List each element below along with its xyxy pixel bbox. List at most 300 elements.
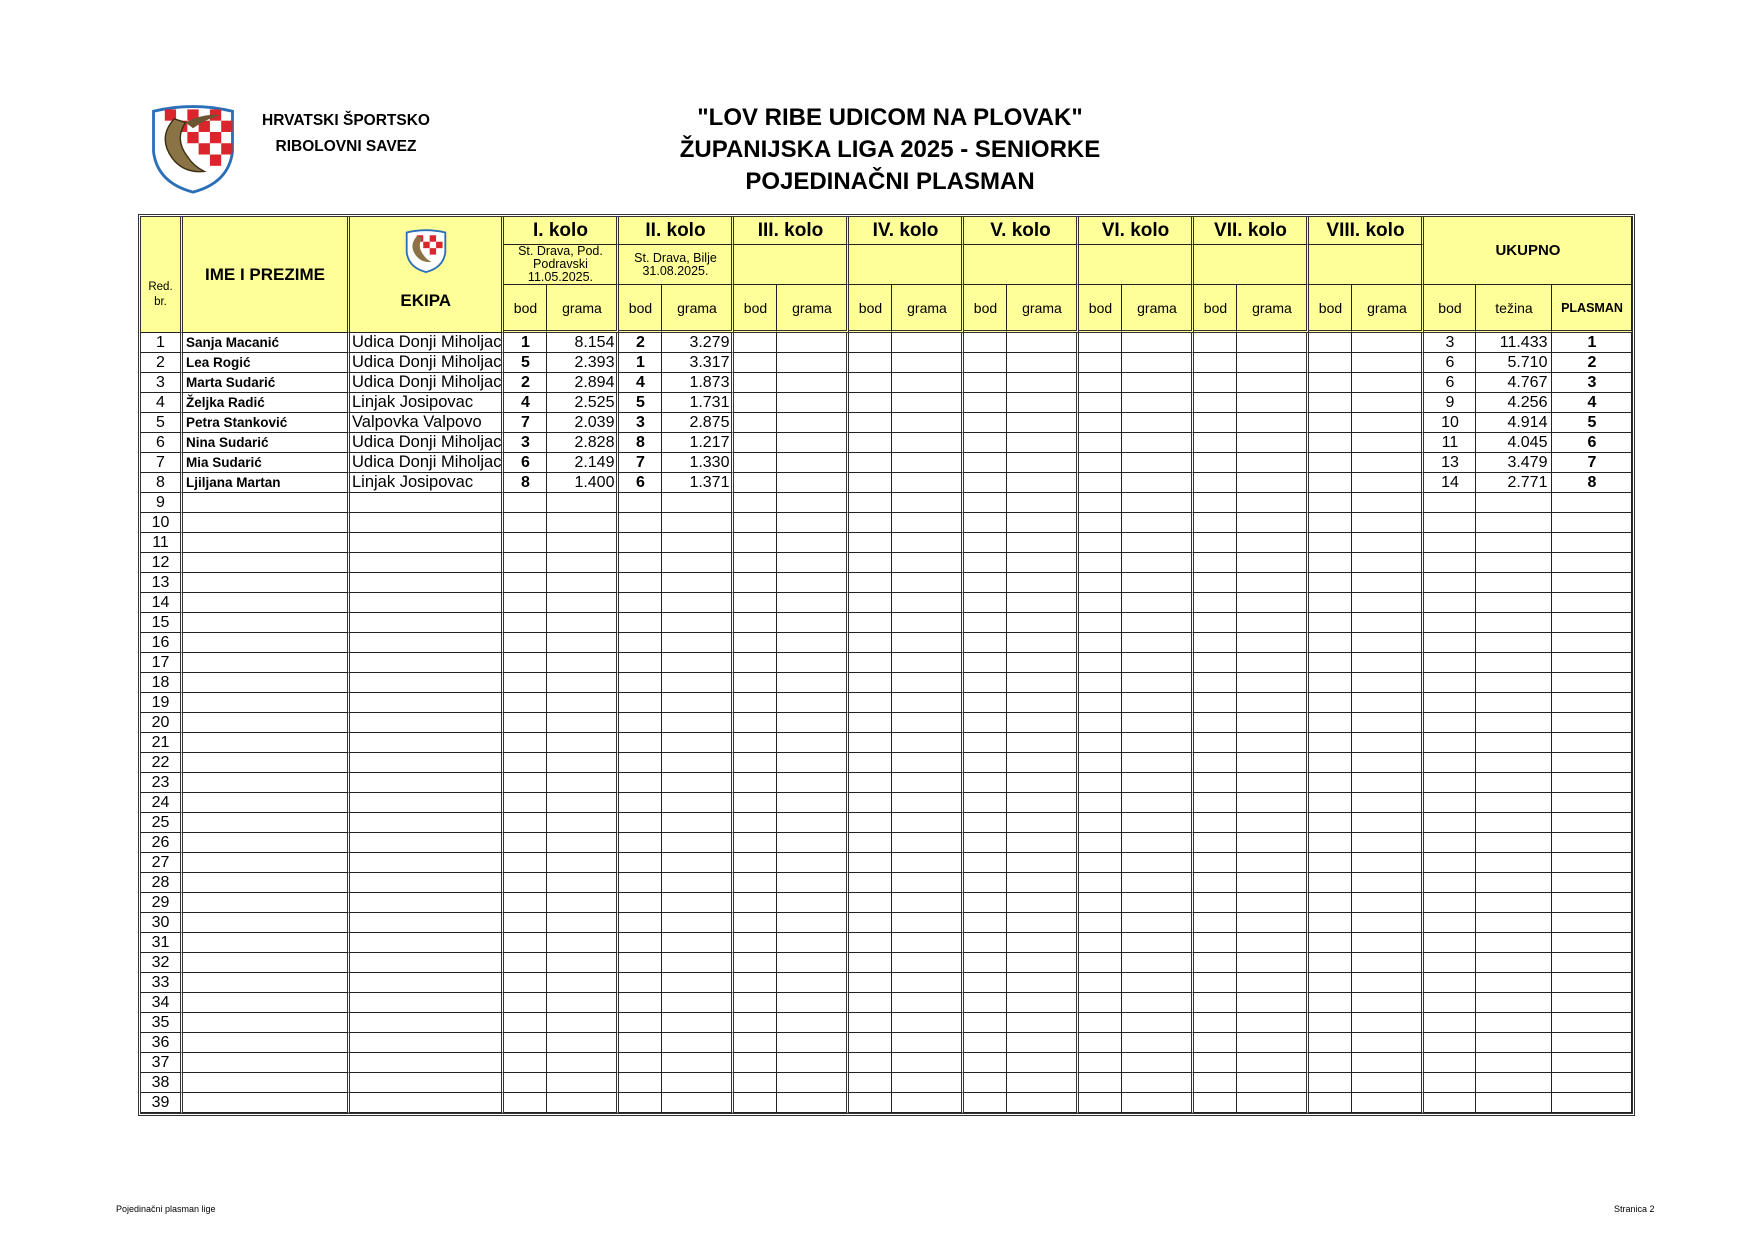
round-6-bod — [1079, 953, 1122, 973]
round-2-grama: 3.279 — [662, 333, 734, 353]
table-row — [141, 713, 1632, 733]
round-7-grama — [1237, 1033, 1309, 1053]
team-name — [350, 493, 504, 513]
row-number: 37 — [141, 1053, 183, 1073]
round-5-bod — [964, 353, 1007, 373]
round-4-grama-header: grama — [892, 285, 964, 333]
round-8-bod — [1309, 493, 1352, 513]
round-3-bod — [734, 733, 777, 753]
round-4-place — [849, 245, 964, 285]
round-3-bod-header: bod — [734, 285, 777, 333]
round-5-grama — [1007, 1053, 1079, 1073]
round-6-place — [1079, 245, 1194, 285]
round-8-bod — [1309, 393, 1352, 413]
round-4-bod — [849, 1093, 892, 1113]
round-1-grama — [547, 513, 619, 533]
plasman: 7 — [1552, 453, 1632, 473]
round-5-bod — [964, 1013, 1007, 1033]
round-2-grama — [662, 893, 734, 913]
round-3-grama-header: grama — [777, 285, 849, 333]
total-bod-header: bod — [1424, 285, 1476, 333]
round-8-grama — [1352, 933, 1424, 953]
table-row — [141, 333, 1632, 353]
round-8-grama — [1352, 553, 1424, 573]
row-number: 20 — [141, 713, 183, 733]
competitor-name: Sanja Macanić — [183, 333, 350, 353]
row-number: 21 — [141, 733, 183, 753]
competitor-name — [183, 593, 350, 613]
round-8-bod — [1309, 453, 1352, 473]
plasman — [1552, 853, 1632, 873]
round-8-grama-header: grama — [1352, 285, 1424, 333]
round-4-bod — [849, 933, 892, 953]
round-6-bod — [1079, 733, 1122, 753]
round-3-grama — [777, 1033, 849, 1053]
round-8-grama — [1352, 733, 1424, 753]
round-6-bod — [1079, 373, 1122, 393]
round-8-grama — [1352, 433, 1424, 453]
round-7-bod — [1194, 753, 1237, 773]
competitor-name — [183, 733, 350, 753]
round-6-bod — [1079, 633, 1122, 653]
round-5-bod — [964, 713, 1007, 733]
round-3-bod — [734, 493, 777, 513]
competitor-name: Marta Sudarić — [183, 373, 350, 393]
round-7-bod — [1194, 553, 1237, 573]
round-1-grama — [547, 973, 619, 993]
round-5-bod — [964, 533, 1007, 553]
round-7-grama — [1237, 753, 1309, 773]
round-4-bod — [849, 513, 892, 533]
round-6-grama — [1122, 1033, 1194, 1053]
round-3-grama — [777, 1053, 849, 1073]
round-7-grama — [1237, 613, 1309, 633]
row-number: 11 — [141, 533, 183, 553]
plasman — [1552, 613, 1632, 633]
total-bod: 14 — [1424, 473, 1476, 493]
round-3-grama — [777, 333, 849, 353]
team-name: Linjak Josipovac — [350, 393, 504, 413]
table-row — [141, 813, 1632, 833]
round-8-bod — [1309, 1033, 1352, 1053]
round-3-grama — [777, 493, 849, 513]
competitor-name — [183, 573, 350, 593]
round-5-grama — [1007, 433, 1079, 453]
round-7-grama — [1237, 933, 1309, 953]
round-1-grama — [547, 613, 619, 633]
round-2-bod: 1 — [619, 353, 662, 373]
round-8-grama — [1352, 613, 1424, 633]
round-7-grama — [1237, 873, 1309, 893]
round-3-grama — [777, 633, 849, 653]
organization-line-2: RIBOLOVNI SAVEZ — [275, 138, 417, 155]
round-8-bod — [1309, 1073, 1352, 1093]
round-6-grama — [1122, 933, 1194, 953]
competitor-name — [183, 713, 350, 733]
total-tezina: 4.256 — [1476, 393, 1552, 413]
plasman — [1552, 953, 1632, 973]
row-number: 19 — [141, 693, 183, 713]
team-name — [350, 933, 504, 953]
round-1-grama — [547, 493, 619, 513]
total-bod — [1424, 513, 1476, 533]
round-3-bod — [734, 953, 777, 973]
round-1-grama — [547, 653, 619, 673]
round-2-grama — [662, 513, 734, 533]
round-2-grama — [662, 573, 734, 593]
round-4-grama — [892, 373, 964, 393]
round-6-bod — [1079, 1053, 1122, 1073]
round-6-grama — [1122, 393, 1194, 413]
round-1-bod — [504, 1093, 547, 1113]
plasman — [1552, 553, 1632, 573]
round-1-grama — [547, 1053, 619, 1073]
round-8-grama — [1352, 413, 1424, 433]
table-row — [141, 893, 1632, 913]
total-tezina — [1476, 633, 1552, 653]
team-name — [350, 733, 504, 753]
row-number: 35 — [141, 1013, 183, 1033]
row-number: 28 — [141, 873, 183, 893]
round-1-bod — [504, 1073, 547, 1093]
round-5-bod — [964, 373, 1007, 393]
round-5-grama — [1007, 853, 1079, 873]
round-6-grama — [1122, 913, 1194, 933]
round-2-bod-header: bod — [619, 285, 662, 333]
total-tezina — [1476, 853, 1552, 873]
round-1-bod — [504, 733, 547, 753]
round-7-bod — [1194, 693, 1237, 713]
round-1-grama — [547, 813, 619, 833]
competitor-name — [183, 953, 350, 973]
round-6-grama — [1122, 373, 1194, 393]
round-5-place — [964, 245, 1079, 285]
total-tezina — [1476, 913, 1552, 933]
table-row — [141, 993, 1632, 1013]
round-2-bod — [619, 853, 662, 873]
round-7-grama — [1237, 573, 1309, 593]
round-5-grama — [1007, 873, 1079, 893]
team-name — [350, 793, 504, 813]
row-number: 3 — [141, 373, 183, 393]
round-8-grama — [1352, 633, 1424, 653]
round-3-grama — [777, 693, 849, 713]
round-1-bod — [504, 793, 547, 813]
round-7-grama — [1237, 1073, 1309, 1093]
round-4-grama — [892, 353, 964, 373]
round-3-bod — [734, 373, 777, 393]
round-8-grama — [1352, 993, 1424, 1013]
footer-page-number: Stranica 2 — [1614, 1204, 1655, 1214]
row-number: 25 — [141, 813, 183, 833]
table-row — [141, 513, 1632, 533]
round-3-bod — [734, 413, 777, 433]
total-bod — [1424, 933, 1476, 953]
round-5-grama — [1007, 713, 1079, 733]
team-name — [350, 713, 504, 733]
total-bod — [1424, 773, 1476, 793]
round-4-grama — [892, 553, 964, 573]
round-5-grama — [1007, 1033, 1079, 1053]
round-8-bod — [1309, 553, 1352, 573]
round-6-bod — [1079, 833, 1122, 853]
table-row — [141, 433, 1632, 453]
round-2-bod — [619, 713, 662, 733]
competitor-name: Lea Rogić — [183, 353, 350, 373]
team-name — [350, 553, 504, 573]
round-8-bod — [1309, 353, 1352, 373]
round-8-bod — [1309, 613, 1352, 633]
round-7-grama — [1237, 473, 1309, 493]
round-5-bod — [964, 1033, 1007, 1053]
round-7-grama — [1237, 833, 1309, 853]
plasman — [1552, 533, 1632, 553]
round-3-grama — [777, 813, 849, 833]
round-5-grama — [1007, 653, 1079, 673]
round-7-grama — [1237, 1053, 1309, 1073]
round-5-grama — [1007, 553, 1079, 573]
team-name — [350, 993, 504, 1013]
round-6-grama — [1122, 533, 1194, 553]
round-7-bod — [1194, 1053, 1237, 1073]
team-name: Valpovka Valpovo — [350, 413, 504, 433]
round-3-bod — [734, 513, 777, 533]
total-bod — [1424, 613, 1476, 633]
round-1-grama — [547, 553, 619, 573]
round-2-bod — [619, 553, 662, 573]
round-8-grama — [1352, 533, 1424, 553]
round-1-grama: 2.393 — [547, 353, 619, 373]
round-3-grama — [777, 753, 849, 773]
round-8-bod — [1309, 993, 1352, 1013]
round-2-bod — [619, 693, 662, 713]
total-tezina — [1476, 753, 1552, 773]
plasman — [1552, 893, 1632, 913]
total-bod: 13 — [1424, 453, 1476, 473]
round-1-bod — [504, 853, 547, 873]
team-name — [350, 773, 504, 793]
round-2-grama-header: grama — [662, 285, 734, 333]
round-2-grama: 1.217 — [662, 433, 734, 453]
row-number: 22 — [141, 753, 183, 773]
round-5-bod — [964, 953, 1007, 973]
round-2-bod — [619, 533, 662, 553]
round-8-grama — [1352, 333, 1424, 353]
round-3-place — [734, 245, 849, 285]
round-8-bod — [1309, 733, 1352, 753]
round-7-bod — [1194, 873, 1237, 893]
round-4-grama — [892, 773, 964, 793]
round-4-bod — [849, 573, 892, 593]
round-3-bod — [734, 693, 777, 713]
round-1-grama: 2.894 — [547, 373, 619, 393]
round-6-bod — [1079, 513, 1122, 533]
total-bod — [1424, 693, 1476, 713]
total-tezina: 5.710 — [1476, 353, 1552, 373]
round-7-grama — [1237, 593, 1309, 613]
round-4-bod — [849, 593, 892, 613]
round-6-grama — [1122, 573, 1194, 593]
round-1-bod — [504, 513, 547, 533]
round-1-bod — [504, 813, 547, 833]
row-number: 38 — [141, 1073, 183, 1093]
round-3-grama — [777, 413, 849, 433]
round-4-bod — [849, 813, 892, 833]
round-5-bod — [964, 613, 1007, 633]
round-1-bod — [504, 633, 547, 653]
round-1-bod: 6 — [504, 453, 547, 473]
plasman — [1552, 993, 1632, 1013]
round-7-grama — [1237, 733, 1309, 753]
header-total: UKUPNO — [1424, 217, 1632, 285]
round-2-bod — [619, 1053, 662, 1073]
round-4-grama — [892, 333, 964, 353]
round-2-bod: 4 — [619, 373, 662, 393]
round-4-grama — [892, 793, 964, 813]
round-6-grama — [1122, 513, 1194, 533]
round-5-bod — [964, 773, 1007, 793]
round-4-grama — [892, 593, 964, 613]
row-number: 13 — [141, 573, 183, 593]
round-6-grama — [1122, 653, 1194, 673]
plasman: 8 — [1552, 473, 1632, 493]
round-3-bod — [734, 913, 777, 933]
round-7-bod-header: bod — [1194, 285, 1237, 333]
round-5-grama — [1007, 773, 1079, 793]
round-4-bod — [849, 693, 892, 713]
round-7-bod — [1194, 793, 1237, 813]
round-5-bod — [964, 673, 1007, 693]
round-2-grama — [662, 833, 734, 853]
plasman — [1552, 873, 1632, 893]
round-5-bod — [964, 493, 1007, 513]
round-8-grama — [1352, 873, 1424, 893]
round-7-bod — [1194, 453, 1237, 473]
total-tezina — [1476, 553, 1552, 573]
round-8-grama — [1352, 1033, 1424, 1053]
round-7-bod — [1194, 1033, 1237, 1053]
round-2-bod — [619, 593, 662, 613]
total-tezina — [1476, 933, 1552, 953]
round-2-grama — [662, 793, 734, 813]
round-6-grama — [1122, 1013, 1194, 1033]
round-6-bod — [1079, 913, 1122, 933]
round-2-bod — [619, 773, 662, 793]
round-1-bod — [504, 833, 547, 853]
table-row — [141, 1013, 1632, 1033]
row-number: 34 — [141, 993, 183, 1013]
team-logo-icon — [402, 227, 450, 273]
round-6-bod — [1079, 973, 1122, 993]
organization-line-1: HRVATSKI ŠPORTSKO — [262, 112, 430, 129]
round-1-bod — [504, 553, 547, 573]
total-tezina: 11.433 — [1476, 333, 1552, 353]
round-7-grama — [1237, 653, 1309, 673]
round-2-bod — [619, 1033, 662, 1053]
round-5-grama — [1007, 1093, 1079, 1113]
round-1-bod — [504, 753, 547, 773]
round-7-bod — [1194, 533, 1237, 553]
round-2-grama — [662, 813, 734, 833]
total-bod — [1424, 553, 1476, 573]
round-2-bod: 8 — [619, 433, 662, 453]
round-5-grama — [1007, 893, 1079, 913]
round-2-grama — [662, 593, 734, 613]
round-3-bod — [734, 833, 777, 853]
total-tezina: 4.914 — [1476, 413, 1552, 433]
round-5-bod — [964, 733, 1007, 753]
row-number: 1 — [141, 333, 183, 353]
total-tezina: 2.771 — [1476, 473, 1552, 493]
round-5-grama — [1007, 833, 1079, 853]
round-2-grama: 1.873 — [662, 373, 734, 393]
round-1-grama — [547, 633, 619, 653]
round-7-bod — [1194, 593, 1237, 613]
round-6-bod — [1079, 813, 1122, 833]
round-4-bod-header: bod — [849, 285, 892, 333]
plasman: 5 — [1552, 413, 1632, 433]
round-5-grama-header: grama — [1007, 285, 1079, 333]
plasman — [1552, 633, 1632, 653]
round-1-grama — [547, 893, 619, 913]
round-1-bod: 3 — [504, 433, 547, 453]
round-3-grama — [777, 673, 849, 693]
table-row — [141, 1053, 1632, 1073]
round-7-grama — [1237, 333, 1309, 353]
round-6-grama — [1122, 833, 1194, 853]
round-6-bod — [1079, 793, 1122, 813]
table-row — [141, 833, 1632, 853]
round-4-bod — [849, 973, 892, 993]
competitor-name — [183, 993, 350, 1013]
round-7-grama — [1237, 713, 1309, 733]
round-2-bod: 2 — [619, 333, 662, 353]
round-6-bod — [1079, 473, 1122, 493]
row-number: 18 — [141, 673, 183, 693]
round-4-bod — [849, 453, 892, 473]
plasman — [1552, 973, 1632, 993]
total-tezina-header: težina — [1476, 285, 1552, 333]
round-5-bod — [964, 393, 1007, 413]
round-4-bod — [849, 393, 892, 413]
round-4-bod — [849, 473, 892, 493]
round-2-bod — [619, 993, 662, 1013]
round-7-grama — [1237, 973, 1309, 993]
round-6-bod — [1079, 393, 1122, 413]
header-team-label: EKIPA — [400, 291, 452, 310]
round-8-grama — [1352, 693, 1424, 713]
competitor-name: Nina Sudarić — [183, 433, 350, 453]
team-name — [350, 973, 504, 993]
round-8-grama — [1352, 493, 1424, 513]
round-8-bod — [1309, 753, 1352, 773]
round-7-grama — [1237, 913, 1309, 933]
round-3-grama — [777, 553, 849, 573]
round-5-bod — [964, 893, 1007, 913]
round-1-grama — [547, 673, 619, 693]
round-7-bod — [1194, 393, 1237, 413]
round-2-bod — [619, 753, 662, 773]
round-3-bod — [734, 873, 777, 893]
round-6-bod — [1079, 753, 1122, 773]
round-4-grama — [892, 873, 964, 893]
round-8-bod — [1309, 973, 1352, 993]
round-3-bod — [734, 653, 777, 673]
round-1-grama — [547, 913, 619, 933]
round-3-bod — [734, 393, 777, 413]
round-1-grama — [547, 833, 619, 853]
total-tezina — [1476, 893, 1552, 913]
